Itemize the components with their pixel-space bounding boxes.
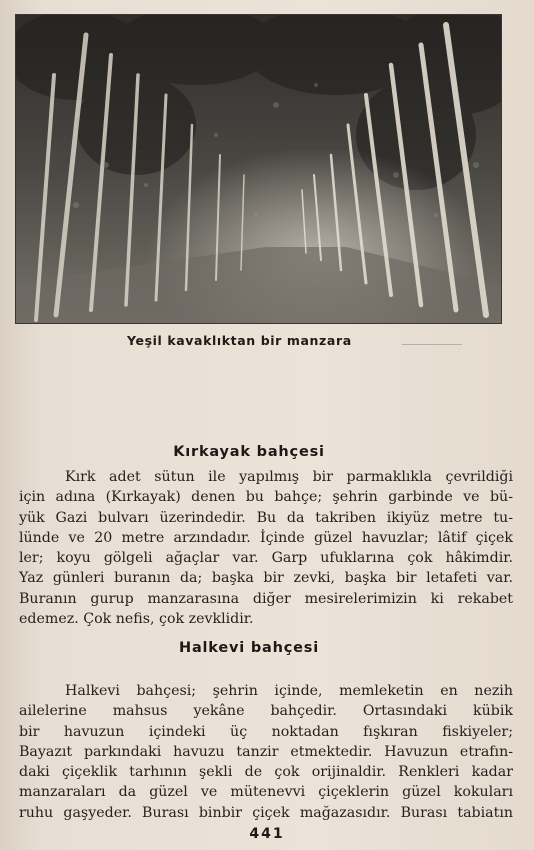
- section-body-kirkayak: [19, 467, 513, 629]
- text-line: Bayazıt parkındaki havuzu tanzir etmektedir. Havuzun etrafın-: [19, 743, 513, 760]
- text-line: Yaz günleri buranın da; başka bir zevki, başka bir letafeti var.: [19, 570, 513, 587]
- text-line: ruhu gaşyeder. Burası binbir çiçek mağazasıdır. Burası tabiatın: [19, 804, 513, 821]
- text-line: ler; koyu gölgeli ağaçlar var. Garp ufuklarına çok hâkimdir.: [19, 550, 513, 567]
- section-heading-halkevi: Halkevi bahçesi: [179, 640, 319, 656]
- text-line: edemez. Çok nefis, çok zevklidir.: [19, 611, 254, 628]
- text-line: ailelerine mahsus yekâne bahçedir. Ortasındaki kübik: [19, 703, 513, 720]
- text-line: bir havuzun içindeki üç noktadan fışkıran fiskiyeler;: [19, 723, 513, 740]
- photo-caption: Yeşil kavaklıktan bir manzara: [127, 333, 352, 348]
- section-body-halkevi: [19, 681, 513, 823]
- text-line: için adına (Kırkayak) denen bu bahçe; şehrin garbinde ve bü-: [19, 489, 513, 506]
- text-line: Halkevi bahçesi; şehrin içinde, memleketin en nezih: [65, 683, 513, 699]
- text-line: lünde ve 20 metre arzındadır. İçinde güzel havuzlar; lâtif çiçek: [19, 529, 513, 546]
- section-heading-kirkayak: Kırkayak bahçesi: [173, 444, 325, 460]
- text-line: manzaraları da güzel ve mütenevvi çiçeklerin güzel kokuları: [19, 784, 513, 801]
- caption-rule: [402, 344, 462, 345]
- text-line: daki çiçeklik tarhının şekli de çok orijinaldir. Renkleri kadar: [19, 764, 513, 781]
- text-line: Kırk adet sütun ile yapılmış bir parmaklıkla çevrildiği: [65, 469, 513, 485]
- text-line: Buranın gurup manzarasına diğer mesirelerimizin ki rekabet: [19, 590, 513, 607]
- poplar-grove-photo: [15, 14, 502, 324]
- text-line: yük Gazi bulvarı üzerindedir. Bu da takriben ikiyüz metre tu-: [19, 509, 513, 526]
- page-number: 441: [249, 826, 285, 842]
